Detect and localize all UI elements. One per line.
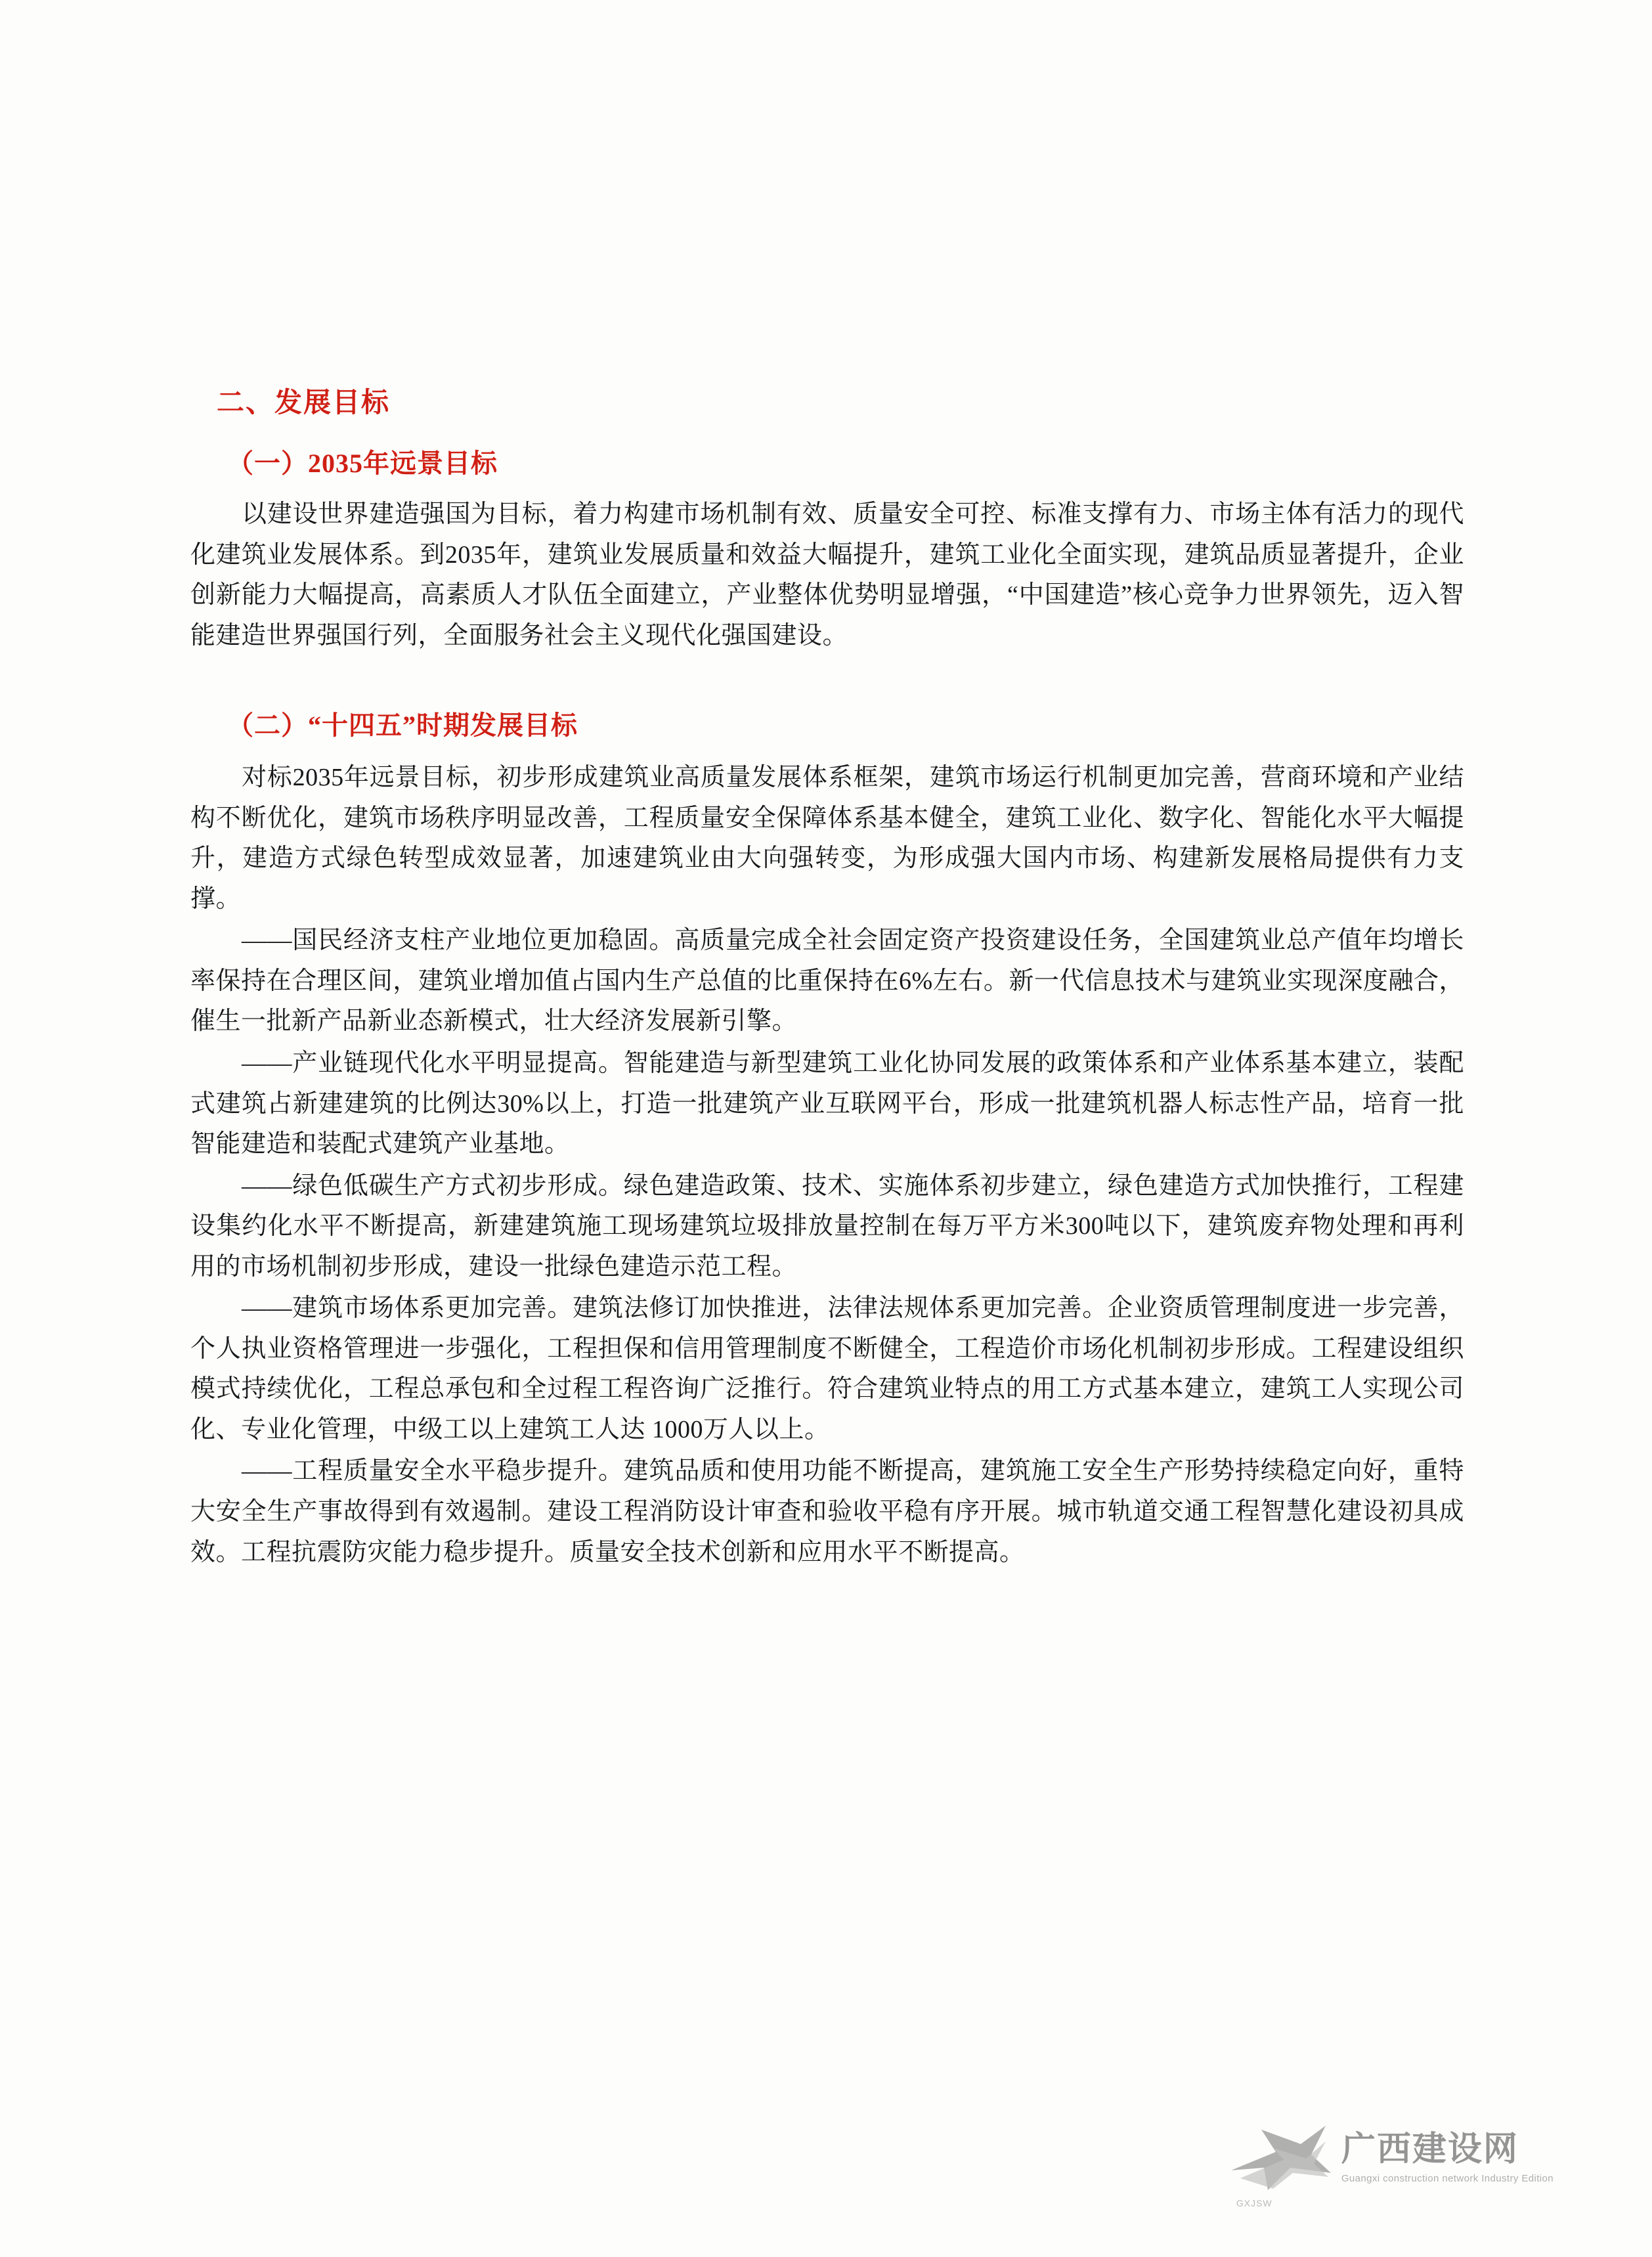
paragraph-goal-quality-safety: ——工程质量安全水平稳步提升。建筑品质和使用功能不断提高，建筑施工安全生产形势持续稳定向好，重特大安全生产事故得到有效遏制。建设工程消防设计审查和验收平稳有序开展。城市轨道交通工程智慧化建设初具成效。工程抗震防灾能力稳步提升。质量安全技术创新和应用水平不断提高。	[190, 1457, 1464, 1566]
paragraph-goal-industry-chain: ——产业链现代化水平明显提高。智能建造与新型建筑工业化协同发展的政策体系和产业体系基本建立，装配式建筑占新建建筑的比例达30%以上，打造一批建筑产业互联网平台，形成一批建筑机器人标志性产品，培育一批智能建造和装配式建筑产业基地。	[190, 1049, 1464, 1158]
document-content	[190, 381, 1464, 1574]
subsection-heading-2035-vision: （一）2035年远景目标	[227, 449, 498, 478]
section-heading: 二、发展目标	[217, 387, 391, 418]
watermark-main-text: 广西建设网	[1341, 2130, 1519, 2169]
watermark-text-group	[1341, 2132, 1554, 2184]
paragraph-goal-overview: 对标2035年远景目标，初步形成建筑业高质量发展体系框架，建筑市场运行机制更加完善，营商环境和产业结构不断优化，建筑市场秩序明显改善，工程质量安全保障体系基本健全，建筑工业化、数字化、智能化水平大幅提升，建造方式绿色转型成效显著，加速建筑业由大向强转变，为形成强大国内市场、构建新发展格局提供有力支撑。	[190, 764, 1464, 913]
watermark-badge: GXJSW	[1236, 2198, 1272, 2208]
paragraph-goal-pillar-industry: ——国民经济支柱产业地位更加稳固。高质量完成全社会固定资产投资建设任务，全国建筑业总产值年均增长率保持在合理区间，建筑业增加值占国内生产总值的比重保持在6%左右。新一代信息技术与建筑业实现深度融合，催生一批新产品新业态新模式，壮大经济发展新引擎。	[190, 927, 1464, 1036]
paragraph-2035-vision: 以建设世界建造强国为目标，着力构建市场机制有效、质量安全可控、标准支撑有力、市场主体有活力的现代化建筑业发展体系。到2035年，建筑业发展质量和效益大幅提升，建筑工业化全面实现，建筑品质显著提升，企业创新能力大幅提高，高素质人才队伍全面建立，产业整体优势明显增强，“中国建造”核心竞争力世界领先，迈入智能建造世界强国行列，全面服务社会主义现代化强国建设。	[190, 500, 1464, 649]
paragraph-goal-market-system: ——建筑市场体系更加完善。建筑法修订加快推进，法律法规体系更加完善。企业资质管理制度进一步完善，个人执业资格管理进一步强化，工程担保和信用管理制度不断健全，工程造价市场化机制初步形成。工程建设组织模式持续优化，工程总承包和全过程工程咨询广泛推行。符合建筑业特点的用工方式基本建立，建筑工人实现公司化、专业化管理，中级工以上建筑工人达 1000万人以上。	[190, 1294, 1464, 1443]
watermark-sub-text: Guangxi construction network Industry Edition	[1341, 2172, 1554, 2184]
watermark	[1227, 2122, 1554, 2208]
subsection-heading-14th-five-year: （二）“十四五”时期发展目标	[227, 711, 578, 741]
paragraph-goal-green-low-carbon: ——绿色低碳生产方式初步形成。绿色建造政策、技术、实施体系初步建立，绿色建造方式加快推行，工程建设集约化水平不断提高，新建建筑施工现场建筑垃圾排放量控制在每万平方米300吨以下，建筑废弃物处理和再利用的市场机制初步形成，建设一批绿色建造示范工程。	[190, 1172, 1464, 1281]
star-logo-icon	[1227, 2122, 1332, 2208]
